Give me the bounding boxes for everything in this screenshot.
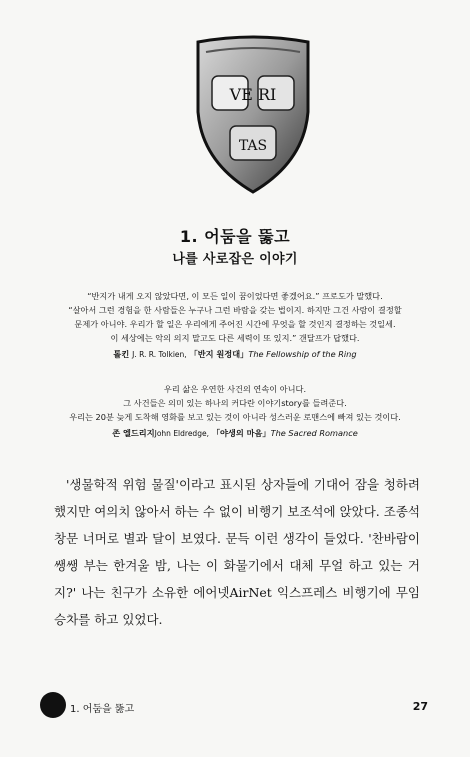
epigraph-tolkien (52, 289, 418, 362)
emblem-text-row2: TAS (238, 138, 268, 154)
author-english: J. R. R. Tolkien, (132, 350, 187, 359)
chapter-subtitle: 나를 사로잡은 이야기 (172, 252, 298, 267)
chapter-badge-icon (40, 692, 66, 718)
author-korean: 톨킨 (113, 349, 130, 359)
epigraph-eldredge (52, 382, 418, 441)
epigraph-line: “반지가 내게 오지 않았다면, 이 모든 일이 꿈이었다면 좋겠어요.” 프로도가 말했다. (87, 291, 383, 301)
epigraph-line: 문제가 아니야. 우리가 할 일은 우리에게 주어진 시간에 무엇을 할 것인지 결정하는 것일세. (74, 319, 396, 329)
epigraph-line: “살아서 그런 경험을 한 사람들은 누구나 그런 바람을 갖는 법이지. 하지만 그건 사람이 결정할 (68, 305, 402, 315)
epigraph-attribution (52, 426, 418, 441)
book-korean: 「야생의 마음」 (211, 428, 271, 438)
epigraph-attribution (52, 347, 418, 362)
emblem-text-row1: VE RI (229, 85, 277, 104)
veritas-shield-emblem (192, 34, 314, 196)
footer-chapter-label: 1. 어둠을 뚫고 (70, 704, 135, 715)
author-english: John Eldredge, (154, 429, 209, 438)
epigraph-line: 그 사건들은 의미 있는 하나의 커다란 이야기story를 들려준다. (123, 398, 347, 408)
chapter-title: 1. 어둠을 뚫고 (179, 227, 291, 246)
epigraph-line: 우리 삶은 우연한 사건의 연속이 아니다. (163, 384, 307, 394)
body-paragraph: '생물학적 위험 물질'이라고 표시된 상자들에 기대어 잠을 청하려 했지만 여의치 않아서 하는 수 없이 비행기 보조석에 앉았다. 조종석 창문 너머로 별과 달이 보였다. 문득 이런 생각이 들었다. '찬바람이 쌩쌩 부는 한겨울 밤, 나는 이 화물기에서 대체 무얼 하고 있는 거지?' 나는 친구가 소유한 에어넷AirNet 익스프레스 비행기에 무임승차를 하고 있었다. (54, 477, 420, 627)
book-english: The Sacred Romance (270, 428, 358, 438)
page-number: 27 (412, 700, 428, 713)
body-text (54, 471, 420, 633)
book-korean: 「반지 원정대」 (189, 349, 249, 359)
book-english: The Fellowship of the Ring (248, 349, 357, 359)
epigraph-line: 우리는 20분 늦게 도착해 영화를 보고 있는 것이 아니라 성스러운 로맨스에 빠져 있는 것이다. (69, 412, 401, 422)
epigraph-line: 이 세상에는 악의 의지 말고도 다른 세력이 또 있지.” 갠달프가 답했다. (110, 333, 360, 343)
author-korean: 존 엘드리지 (112, 428, 155, 438)
